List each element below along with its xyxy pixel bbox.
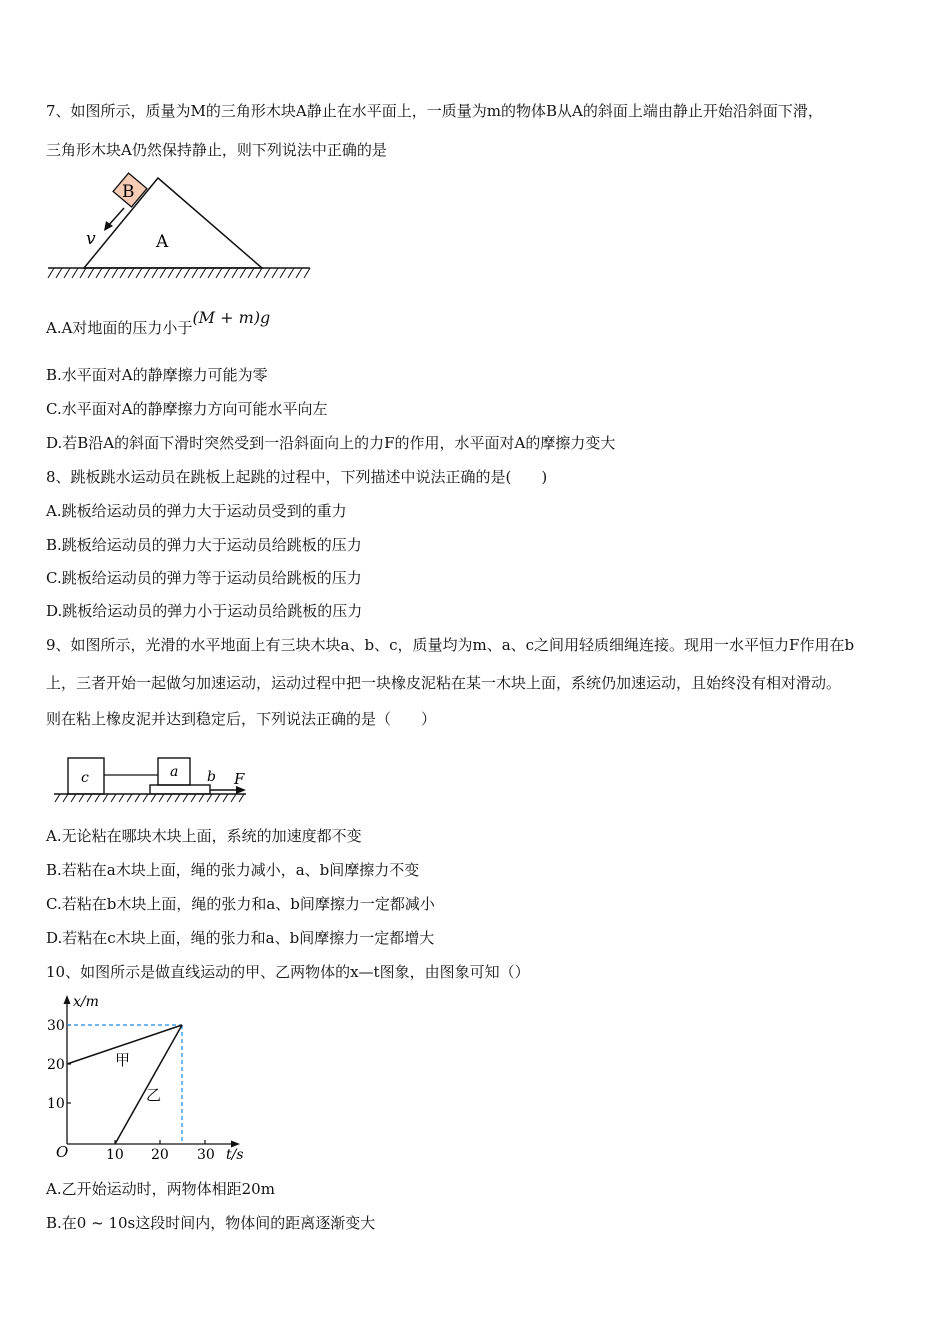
label-jia: 甲 bbox=[115, 1051, 131, 1069]
velocity-label: v bbox=[86, 229, 96, 249]
y-tick-30: 30 bbox=[47, 1018, 65, 1034]
q9-stem-line3: 则在粘上橡皮泥并达到稳定后，下列说法正确的是（ ） bbox=[46, 710, 437, 728]
x-tick-10: 10 bbox=[106, 1147, 124, 1163]
q8-option-b: B.跳板给运动员的弹力大于运动员给跳板的压力 bbox=[46, 536, 362, 554]
q9-stem-line1: 9、如图所示，光滑的水平地面上有三块木块a、b、c，质量均为m、a、c之间用轻质细绳连接。现用一水平恒力F作用在b bbox=[46, 636, 855, 654]
q9-option-d: D.若粘在c木块上面，绳的张力和a、b间摩擦力一定都增大 bbox=[46, 929, 435, 947]
q7-option-d: D.若B沿A的斜面下滑时突然受到一沿斜面向上的力F的作用，水平面对A的摩擦力变大 bbox=[46, 434, 616, 452]
q9-option-a: A.无论粘在哪块木块上面，系统的加速度都不变 bbox=[46, 827, 362, 845]
q9-figure bbox=[50, 754, 255, 806]
q9-stem-line2: 上，三者开始一起做匀加速运动，运动过程中把一块橡皮泥粘在某一木块上面，系统仍加速运动，且始终没有相对滑动。 bbox=[46, 674, 842, 692]
label-b: b bbox=[207, 769, 216, 785]
block-b-label: B bbox=[122, 182, 135, 202]
y-tick-20: 20 bbox=[47, 1057, 65, 1073]
y-axis-arrow-icon bbox=[64, 995, 71, 1004]
q10-option-a: A.乙开始运动时，两物体相距20m bbox=[46, 1180, 275, 1198]
origin-label: O bbox=[56, 1143, 69, 1161]
q8-stem: 8、跳板跳水运动员在跳板上起跳的过程中，下列描述中说法正确的是( ) bbox=[46, 468, 548, 486]
q10-xt-graph bbox=[40, 992, 255, 1164]
q9-option-c: C.若粘在b木块上面，绳的张力和a、b间摩擦力一定都减小 bbox=[46, 895, 435, 913]
x-tick-30: 30 bbox=[197, 1147, 215, 1163]
q10-stem: 10、如图所示是做直线运动的甲、乙两物体的x—t图象，由图象可知（） bbox=[46, 963, 530, 981]
label-c: c bbox=[81, 770, 89, 786]
q7-formula: (M + m)g bbox=[192, 308, 271, 327]
q10-option-b: B.在0 ~ 10s这段时间内，物体间的距离逐渐变大 bbox=[46, 1214, 376, 1232]
label-yi: 乙 bbox=[146, 1086, 162, 1104]
q7-stem-line1: 7、如图所示，质量为M的三角形木块A静止在水平面上，一质量为m的物体B从A的斜面上端由静止开始沿斜面下滑， bbox=[46, 102, 823, 120]
q7-figure bbox=[46, 172, 316, 282]
q7-option-b: B.水平面对A的静摩擦力可能为零 bbox=[46, 366, 268, 384]
x-tick-20: 20 bbox=[151, 1147, 169, 1163]
q7-option-c: C.水平面对A的静摩擦力方向可能水平向左 bbox=[46, 400, 328, 418]
label-f: F bbox=[234, 770, 245, 788]
y-tick-10: 10 bbox=[47, 1096, 65, 1112]
block-b-board bbox=[150, 785, 210, 794]
q8-option-a: A.跳板给运动员的弹力大于运动员受到的重力 bbox=[46, 502, 347, 520]
q7-option-a: A.A对地面的压力小于(M + m)g bbox=[46, 308, 271, 337]
wedge-label: A bbox=[156, 232, 169, 252]
q8-option-d: D.跳板给运动员的弹力小于运动员给跳板的压力 bbox=[46, 602, 363, 620]
label-a: a bbox=[170, 764, 179, 780]
x-axis-label: t/s bbox=[226, 1147, 244, 1163]
q7-stem-line2: 三角形木块A仍然保持静止，则下列说法中正确的是 bbox=[46, 141, 387, 159]
q9-option-b: B.若粘在a木块上面，绳的张力减小，a、b间摩擦力不变 bbox=[46, 861, 420, 879]
y-axis-label: x/m bbox=[73, 994, 99, 1010]
line-yi bbox=[115, 1025, 182, 1144]
q8-option-c: C.跳板给运动员的弹力等于运动员给跳板的压力 bbox=[46, 569, 362, 587]
